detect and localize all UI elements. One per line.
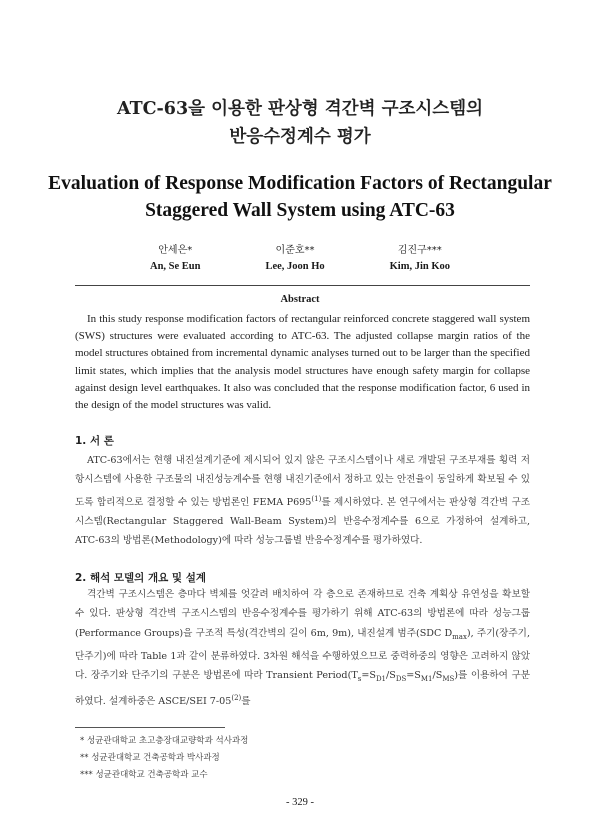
korean-title-line-1: ATC-63을 이용한 판상형 격간벽 구조시스템의: [116, 99, 484, 119]
subscript: DS: [395, 675, 407, 683]
author-2: [265, 243, 324, 274]
subscript: MS: [442, 675, 455, 683]
author-1: [150, 243, 200, 274]
author-name-korean: 이준호**: [275, 245, 315, 256]
author-3: [390, 243, 450, 274]
citation-ref: (1): [311, 494, 322, 503]
footnote-divider: [75, 727, 225, 728]
subscript: s: [357, 675, 362, 683]
author-name-english: Kim, Jin Koo: [389, 261, 450, 272]
citation-ref: (2): [231, 694, 242, 703]
subscript: max: [452, 632, 467, 641]
subscript: D1: [375, 675, 387, 683]
footnotes: [80, 733, 248, 784]
text-run: )를 이용하여 구분하였다. 설계하중은 ASCE/SEI 7-05: [75, 670, 530, 708]
section-2-paragraph: [75, 585, 530, 712]
text-run: /S: [432, 670, 443, 682]
english-title-line-1: Evaluation of Response Modification Factors of Rectangular: [48, 173, 552, 194]
text-run: 를: [241, 696, 251, 708]
text-run: =S: [361, 670, 376, 682]
abstract-heading: Abstract: [280, 294, 320, 305]
author-name-english: An, Se Eun: [150, 261, 201, 272]
section-1-heading: 1. 서 론: [75, 435, 114, 447]
page-number: - 329 -: [286, 797, 314, 808]
text-run: ATC-63에서는 현행 내진설계기준에 제시되어 있지 않은 구조시스템이나 새로 개발된 구조부재를 횡력 저항시스템에 사용한 구조물의 내진성능계수를 현행 내진기준에서 정하고 있는 안전율이 동일하게 확보될 수 있도록 합리적으로 결정할 수 있는 방법론인 FEMA P695: [75, 455, 530, 508]
section-2-heading: 2. 해석 모델의 개요 및 설계: [75, 572, 207, 584]
author-name-korean: 김진구***: [397, 245, 442, 256]
english-title-line-2: Staggered Wall System using ATC-63: [145, 200, 455, 221]
text-run: =S: [406, 670, 421, 682]
section-1-paragraph: [75, 451, 530, 551]
footnote-1: * 성균관대학교 초고층장대교량학과 석사과정: [80, 736, 249, 746]
text-run: ), 주기(장주기, 단주기)에 따라 Table 1과 같이 분류하였다. 3차원 해석을 수행하였으므로 중력하중의 영향은 고려하지 않았다. 장주기와 단주기의 구분은 방법론에 따라 Transient Period(T: [75, 627, 530, 682]
author-name-english: Lee, Joon Ho: [265, 261, 325, 272]
subscript: M1: [420, 675, 433, 683]
english-title: [40, 170, 560, 224]
abstract-body: In this study response modification factors of rectangular reinforced concrete staggered wall system (SWS) structures were evaluated according to ATC-63. The adjusted collapse margin ratios of the model structures obtained from incremental dynamic analyses turned out to be larger than the specified limit states, which implies that the analysis model structures have enough safety margin for collapse against design level earthquakes. It also was concluded that the response modification factor, 6 used in the design of the model structures was valid.: [75, 313, 530, 412]
korean-title-line-2: 반응수정계수 평가: [229, 127, 371, 147]
author-name-korean: 안세은*: [158, 245, 193, 256]
author-list: [150, 243, 450, 274]
text-run: 를 제시하였다. 본 연구에서는 판상형 격간벽 구조시스템(Rectangular Staggered Wall-Beam System)의 반응수정계수를 6으로 가정하여 설계하고, ATC-63의 방법론(Methodology)에 따라 성능그룹별 반응수정계수를 평가하였다.: [75, 496, 530, 547]
header-divider: [75, 285, 530, 286]
korean-title: [40, 95, 560, 151]
footnote-3: *** 성균관대학교 건축공학과 교수: [80, 770, 208, 780]
footnote-2: ** 성균관대학교 건축공학과 박사과정: [80, 753, 220, 763]
text-run: 격간벽 구조시스템은 층마다 벽체를 엇갈려 배치하여 각 층으로 존재하므로 건축 계획상 유연성을 확보할 수 있다. 판상형 격간벽 구조시스템의 반응수정계수를 평가하기 위해 ATC-63의 방법론에 따라 성능그룹(Performance Groups)을 구조적 특성(격간벽의 길이 6m, 9m), 내진설계 범주(SDC D: [75, 589, 530, 639]
text-run: /S: [386, 670, 396, 682]
